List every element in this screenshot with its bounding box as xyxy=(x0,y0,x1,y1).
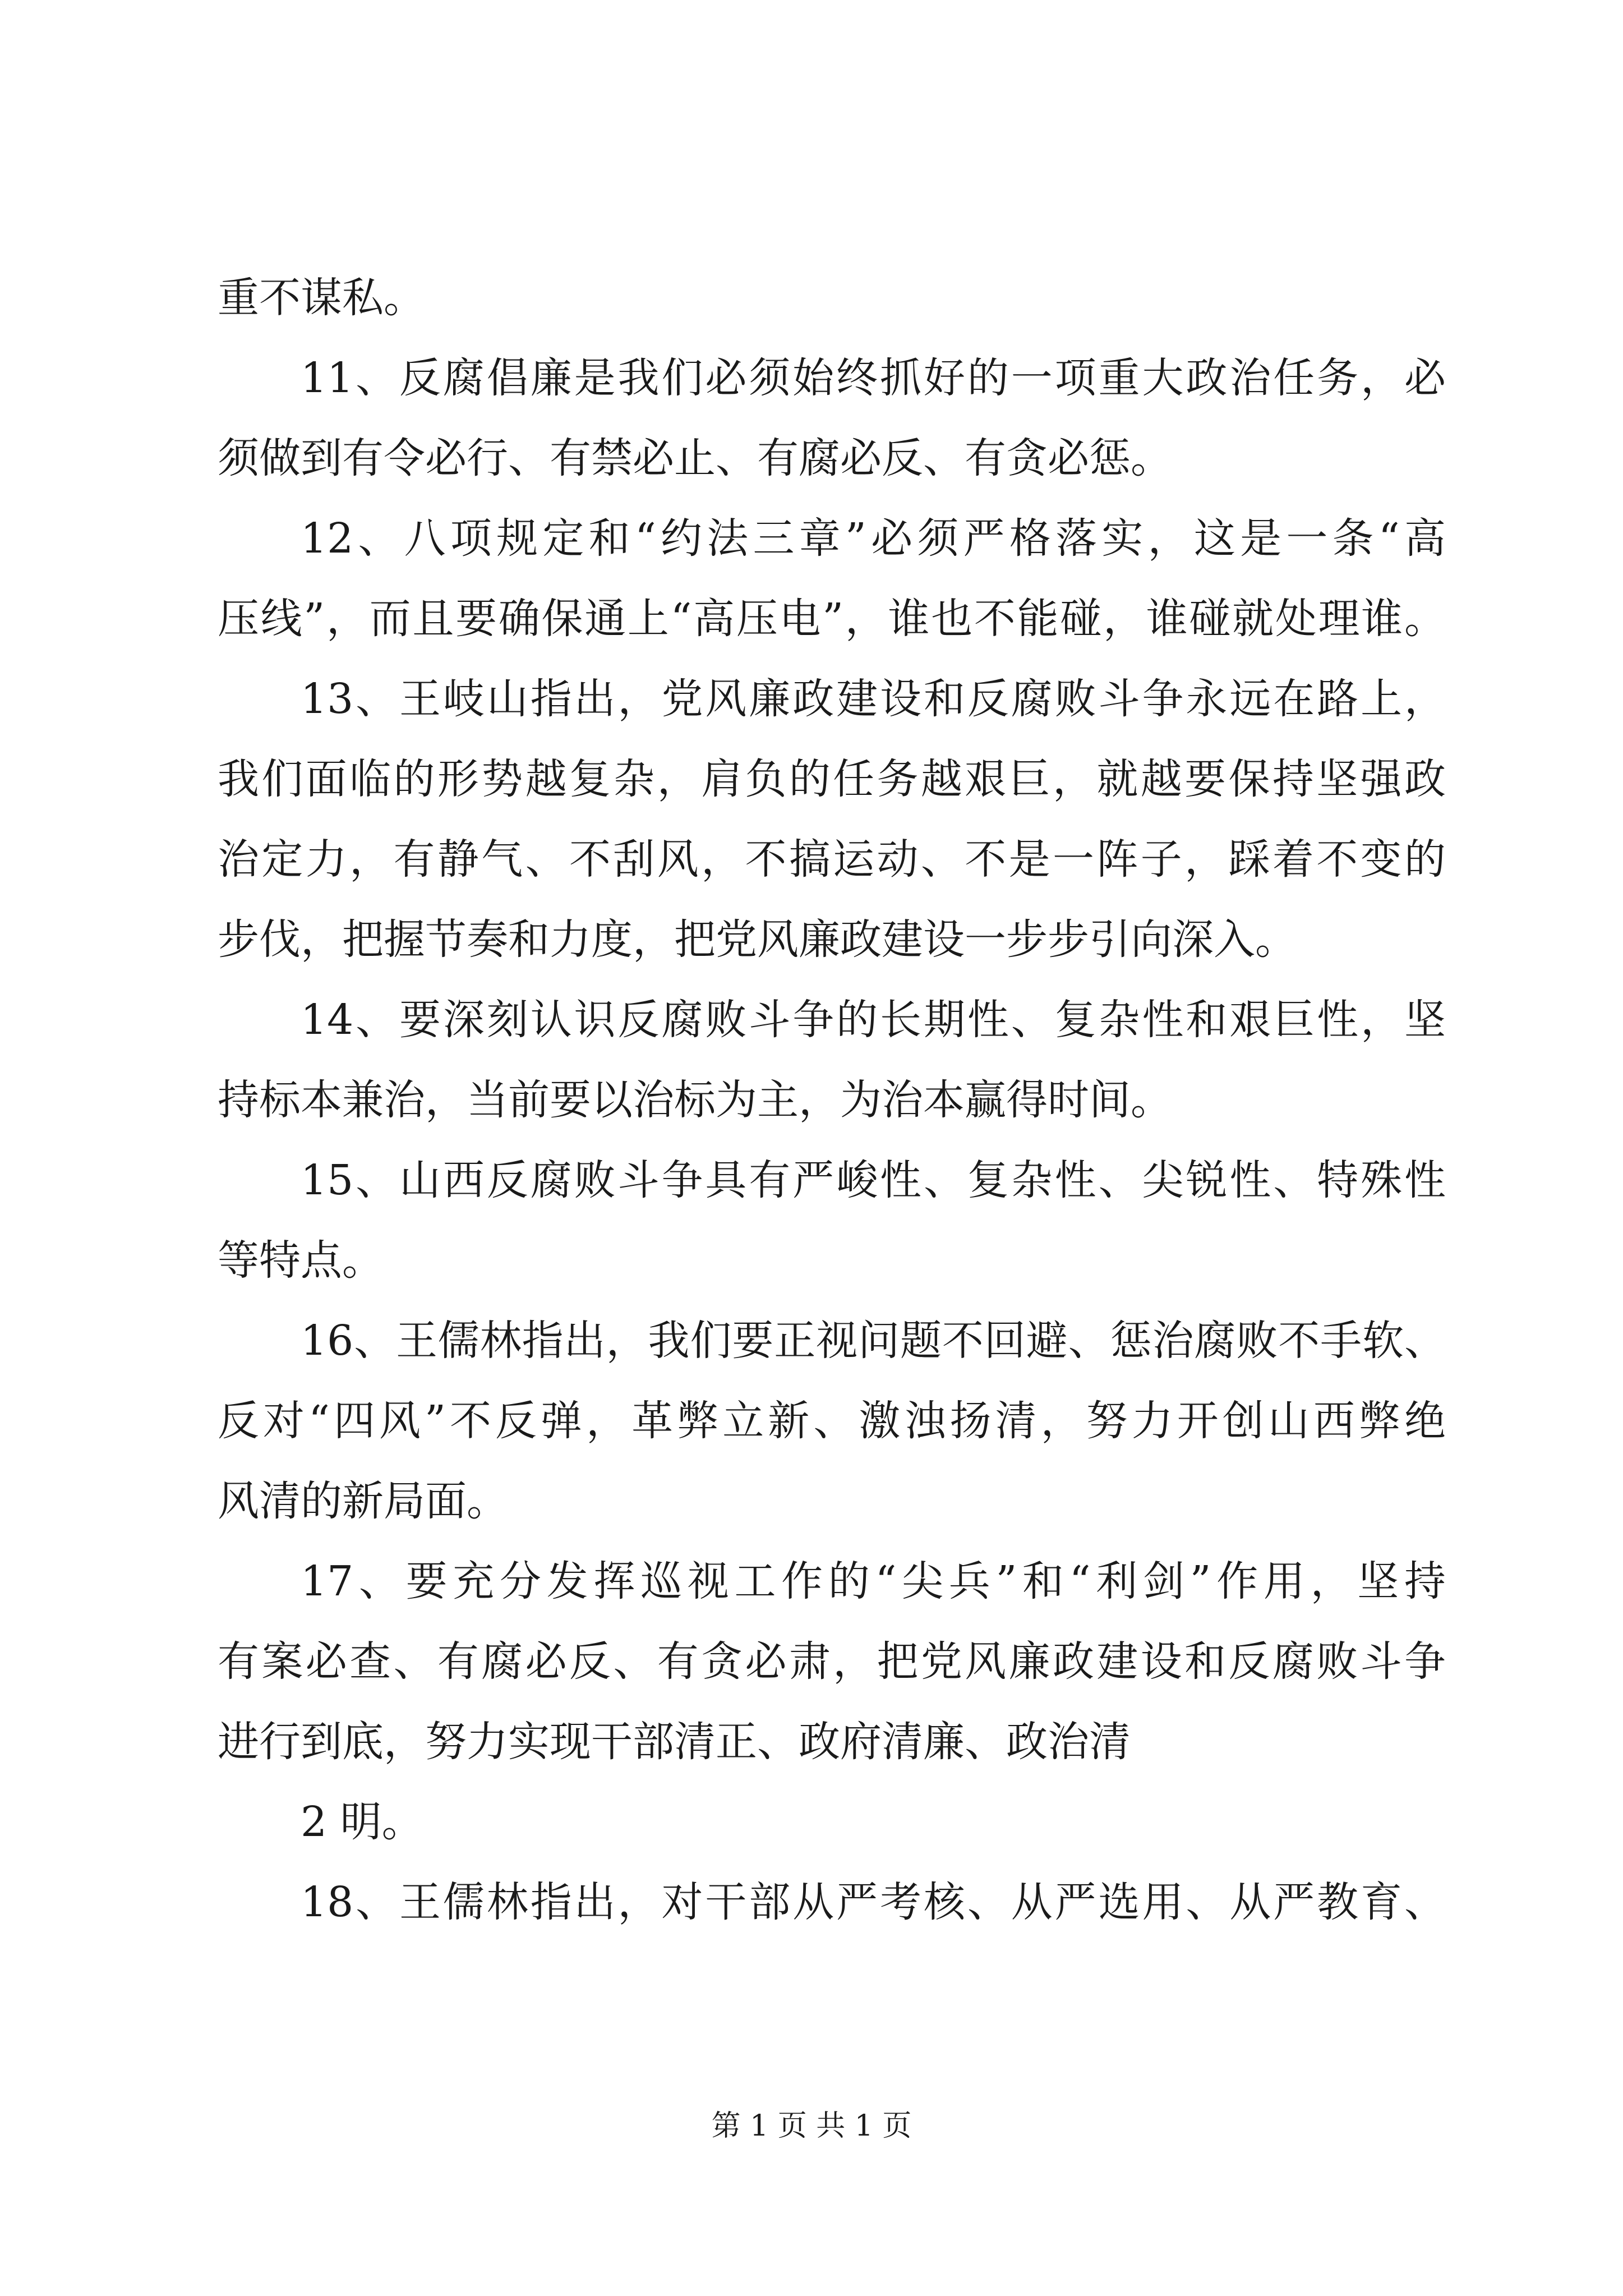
text-line: 风清的新局面。 xyxy=(218,1477,508,1525)
text-line: 13、王岐山指出，党风廉政建设和反腐败斗争永远在路上， xyxy=(301,675,1446,723)
text-line: 须做到有令必行、有禁必止、有腐必反、有贪必惩。 xyxy=(218,434,1172,482)
text-line: 重不谋私。 xyxy=(218,274,425,322)
page-footer: 第 1 页 共 1 页 xyxy=(711,2109,912,2143)
text-line: 15、山西反腐败斗争具有严峻性、复杂性、尖锐性、特殊性 xyxy=(301,1156,1446,1204)
text-line: 17、要充分发挥巡视工作的“尖兵”和“利剑”作用，坚持 xyxy=(301,1557,1446,1605)
text-line: 压线”，而且要确保通上“高压电”，谁也不能碰，谁碰就处理谁。 xyxy=(218,595,1446,643)
text-line: 11、反腐倡廉是我们必须始终抓好的一项重大政治任务，必 xyxy=(301,354,1446,402)
text-line: 治定力，有静气、不刮风，不搞运动、不是一阵子，踩着不变的 xyxy=(218,835,1446,884)
text-line: 我们面临的形势越复杂，肩负的任务越艰巨，就越要保持坚强政 xyxy=(218,755,1446,803)
text-line: 有案必查、有腐必反、有贪必肃，把党风廉政建设和反腐败斗争 xyxy=(218,1637,1446,1686)
document-body xyxy=(218,268,1446,1953)
text-line: 反对“四风”不反弹，革弊立新、激浊扬清，努力开创山西弊绝 xyxy=(218,1397,1446,1445)
text-line: 步伐，把握节奏和力度，把党风廉政建设一步步引向深入。 xyxy=(218,915,1297,964)
text-line: 进行到底，努力实现干部清正、政府清廉、政治清 xyxy=(218,1718,1131,1766)
text-line: 等特点。 xyxy=(218,1236,384,1285)
text-line: 2 明。 xyxy=(301,1798,423,1846)
text-line: 18、王儒林指出，对干部从严考核、从严选用、从严教育、 xyxy=(301,1878,1446,1926)
text-line: 16、王儒林指出，我们要正视问题不回避、惩治腐败不手软、 xyxy=(301,1317,1446,1365)
text-line: 持标本兼治，当前要以治标为主，为治本赢得时间。 xyxy=(218,1076,1172,1124)
text-line: 14、要深刻认识反腐败斗争的长期性、复杂性和艰巨性，坚 xyxy=(301,996,1446,1044)
text-line: 12、八项规定和“约法三章”必须严格落实，这是一条“高 xyxy=(301,514,1446,563)
